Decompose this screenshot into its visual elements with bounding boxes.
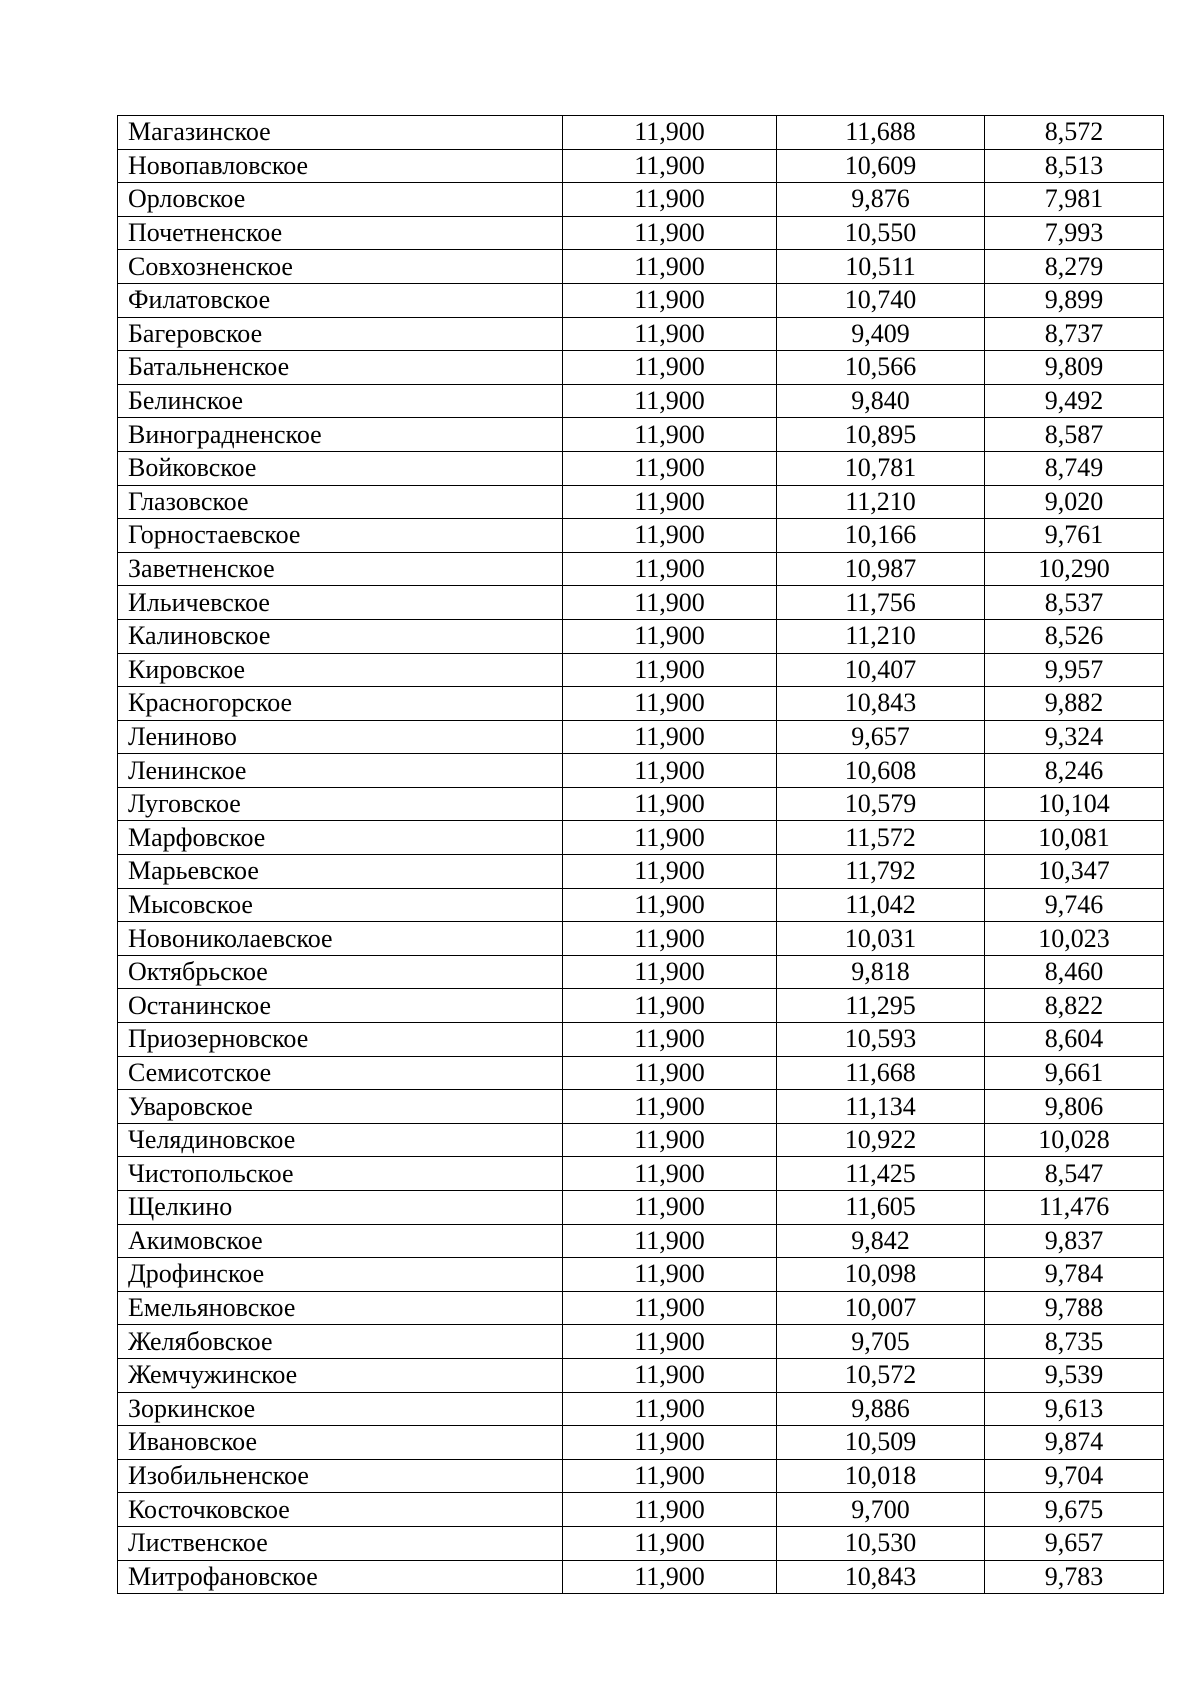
value-2-cell: 9,876 bbox=[777, 183, 985, 217]
value-1-cell: 11,900 bbox=[563, 821, 777, 855]
value-1-cell: 11,900 bbox=[563, 955, 777, 989]
value-3-cell: 8,822 bbox=[985, 989, 1164, 1023]
value-1-cell: 11,900 bbox=[563, 653, 777, 687]
value-2-cell: 10,530 bbox=[777, 1526, 985, 1560]
settlement-name-cell: Изобильненское bbox=[118, 1459, 563, 1493]
settlement-name-cell: Ленинское bbox=[118, 754, 563, 788]
table-row bbox=[118, 922, 1164, 956]
value-3-cell: 9,746 bbox=[985, 888, 1164, 922]
value-2-cell: 11,668 bbox=[777, 1056, 985, 1090]
value-1-cell: 11,900 bbox=[563, 1291, 777, 1325]
value-3-cell: 9,837 bbox=[985, 1224, 1164, 1258]
value-2-cell: 10,609 bbox=[777, 149, 985, 183]
value-3-cell: 9,539 bbox=[985, 1358, 1164, 1392]
table-row bbox=[118, 183, 1164, 217]
value-1-cell: 11,900 bbox=[563, 317, 777, 351]
value-3-cell: 10,028 bbox=[985, 1123, 1164, 1157]
value-3-cell: 9,783 bbox=[985, 1560, 1164, 1594]
table-row bbox=[118, 384, 1164, 418]
value-2-cell: 10,608 bbox=[777, 754, 985, 788]
value-2-cell: 9,705 bbox=[777, 1325, 985, 1359]
value-2-cell: 10,572 bbox=[777, 1358, 985, 1392]
value-3-cell: 10,290 bbox=[985, 552, 1164, 586]
value-1-cell: 11,900 bbox=[563, 552, 777, 586]
settlement-name-cell: Жемчужинское bbox=[118, 1358, 563, 1392]
settlement-name-cell: Новопавловское bbox=[118, 149, 563, 183]
table-row bbox=[118, 351, 1164, 385]
table-row bbox=[118, 1123, 1164, 1157]
table-row bbox=[118, 552, 1164, 586]
settlement-name-cell: Чистопольское bbox=[118, 1157, 563, 1191]
settlement-name-cell: Совхозненское bbox=[118, 250, 563, 284]
table-row bbox=[118, 250, 1164, 284]
table-row bbox=[118, 1493, 1164, 1527]
value-1-cell: 11,900 bbox=[563, 619, 777, 653]
value-1-cell: 11,900 bbox=[563, 1157, 777, 1191]
value-1-cell: 11,900 bbox=[563, 1426, 777, 1460]
value-1-cell: 11,900 bbox=[563, 754, 777, 788]
table-row bbox=[118, 821, 1164, 855]
value-2-cell: 10,895 bbox=[777, 418, 985, 452]
value-3-cell: 8,604 bbox=[985, 1023, 1164, 1057]
table-row bbox=[118, 1426, 1164, 1460]
value-2-cell: 9,700 bbox=[777, 1493, 985, 1527]
settlement-name-cell: Приозерновское bbox=[118, 1023, 563, 1057]
settlement-name-cell: Виноградненское bbox=[118, 418, 563, 452]
value-1-cell: 11,900 bbox=[563, 1392, 777, 1426]
table-row bbox=[118, 1056, 1164, 1090]
value-1-cell: 11,900 bbox=[563, 1123, 777, 1157]
value-1-cell: 11,900 bbox=[563, 216, 777, 250]
settlement-name-cell: Лениново bbox=[118, 720, 563, 754]
table-row bbox=[118, 720, 1164, 754]
value-1-cell: 11,900 bbox=[563, 519, 777, 553]
settlement-name-cell: Дрофинское bbox=[118, 1258, 563, 1292]
value-1-cell: 11,900 bbox=[563, 1560, 777, 1594]
settlement-name-cell: Ивановское bbox=[118, 1426, 563, 1460]
settlement-name-cell: Косточковское bbox=[118, 1493, 563, 1527]
table-row bbox=[118, 519, 1164, 553]
settlement-name-cell: Марфовское bbox=[118, 821, 563, 855]
settlement-name-cell: Желябовское bbox=[118, 1325, 563, 1359]
value-2-cell: 11,210 bbox=[777, 485, 985, 519]
table-row bbox=[118, 1090, 1164, 1124]
settlement-name-cell: Митрофановское bbox=[118, 1560, 563, 1594]
table-row bbox=[118, 1291, 1164, 1325]
value-3-cell: 8,735 bbox=[985, 1325, 1164, 1359]
value-1-cell: 11,900 bbox=[563, 384, 777, 418]
table-row bbox=[118, 1459, 1164, 1493]
value-1-cell: 11,900 bbox=[563, 1459, 777, 1493]
value-1-cell: 11,900 bbox=[563, 1526, 777, 1560]
table-row bbox=[118, 787, 1164, 821]
value-2-cell: 10,781 bbox=[777, 451, 985, 485]
table-row bbox=[118, 754, 1164, 788]
settlement-name-cell: Лиственское bbox=[118, 1526, 563, 1560]
table-row bbox=[118, 418, 1164, 452]
value-2-cell: 10,987 bbox=[777, 552, 985, 586]
settlement-name-cell: Заветненское bbox=[118, 552, 563, 586]
value-1-cell: 11,900 bbox=[563, 183, 777, 217]
value-1-cell: 11,900 bbox=[563, 989, 777, 1023]
value-3-cell: 9,613 bbox=[985, 1392, 1164, 1426]
value-1-cell: 11,900 bbox=[563, 1325, 777, 1359]
value-3-cell: 7,993 bbox=[985, 216, 1164, 250]
value-2-cell: 11,792 bbox=[777, 855, 985, 889]
value-3-cell: 9,788 bbox=[985, 1291, 1164, 1325]
settlement-name-cell: Зоркинское bbox=[118, 1392, 563, 1426]
table-row bbox=[118, 317, 1164, 351]
table-row bbox=[118, 1258, 1164, 1292]
value-3-cell: 9,020 bbox=[985, 485, 1164, 519]
value-2-cell: 10,031 bbox=[777, 922, 985, 956]
table-row bbox=[118, 451, 1164, 485]
value-1-cell: 11,900 bbox=[563, 250, 777, 284]
value-3-cell: 8,749 bbox=[985, 451, 1164, 485]
value-3-cell: 9,657 bbox=[985, 1526, 1164, 1560]
value-1-cell: 11,900 bbox=[563, 1258, 777, 1292]
settlement-name-cell: Емельяновское bbox=[118, 1291, 563, 1325]
table-row bbox=[118, 1023, 1164, 1057]
value-3-cell: 9,704 bbox=[985, 1459, 1164, 1493]
value-1-cell: 11,900 bbox=[563, 451, 777, 485]
value-3-cell: 10,347 bbox=[985, 855, 1164, 889]
settlement-name-cell: Багеровское bbox=[118, 317, 563, 351]
value-3-cell: 8,547 bbox=[985, 1157, 1164, 1191]
value-1-cell: 11,900 bbox=[563, 888, 777, 922]
settlement-name-cell: Почетненское bbox=[118, 216, 563, 250]
value-1-cell: 11,900 bbox=[563, 687, 777, 721]
value-3-cell: 8,537 bbox=[985, 586, 1164, 620]
settlement-name-cell: Горностаевское bbox=[118, 519, 563, 553]
value-3-cell: 9,957 bbox=[985, 653, 1164, 687]
table-row bbox=[118, 888, 1164, 922]
value-2-cell: 10,566 bbox=[777, 351, 985, 385]
value-2-cell: 10,166 bbox=[777, 519, 985, 553]
value-1-cell: 11,900 bbox=[563, 1056, 777, 1090]
value-3-cell: 9,882 bbox=[985, 687, 1164, 721]
settlement-name-cell: Октябрьское bbox=[118, 955, 563, 989]
value-2-cell: 10,007 bbox=[777, 1291, 985, 1325]
value-3-cell: 10,081 bbox=[985, 821, 1164, 855]
value-2-cell: 11,425 bbox=[777, 1157, 985, 1191]
settlement-name-cell: Батальненское bbox=[118, 351, 563, 385]
settlement-name-cell: Войковское bbox=[118, 451, 563, 485]
table-row bbox=[118, 1358, 1164, 1392]
table-row bbox=[118, 855, 1164, 889]
value-1-cell: 11,900 bbox=[563, 586, 777, 620]
value-2-cell: 10,511 bbox=[777, 250, 985, 284]
value-1-cell: 11,900 bbox=[563, 1358, 777, 1392]
value-1-cell: 11,900 bbox=[563, 351, 777, 385]
value-1-cell: 11,900 bbox=[563, 485, 777, 519]
value-1-cell: 11,900 bbox=[563, 418, 777, 452]
value-2-cell: 11,605 bbox=[777, 1191, 985, 1225]
settlement-name-cell: Глазовское bbox=[118, 485, 563, 519]
value-3-cell: 8,279 bbox=[985, 250, 1164, 284]
value-3-cell: 9,899 bbox=[985, 283, 1164, 317]
value-3-cell: 8,572 bbox=[985, 116, 1164, 150]
value-1-cell: 11,900 bbox=[563, 855, 777, 889]
value-1-cell: 11,900 bbox=[563, 1224, 777, 1258]
settlement-name-cell: Красногорское bbox=[118, 687, 563, 721]
table-row bbox=[118, 586, 1164, 620]
table-row bbox=[118, 149, 1164, 183]
settlement-name-cell: Белинское bbox=[118, 384, 563, 418]
value-1-cell: 11,900 bbox=[563, 1023, 777, 1057]
value-1-cell: 11,900 bbox=[563, 787, 777, 821]
value-2-cell: 10,407 bbox=[777, 653, 985, 687]
value-2-cell: 10,579 bbox=[777, 787, 985, 821]
value-2-cell: 11,134 bbox=[777, 1090, 985, 1124]
settlement-name-cell: Ильичевское bbox=[118, 586, 563, 620]
value-3-cell: 8,460 bbox=[985, 955, 1164, 989]
settlement-name-cell: Филатовское bbox=[118, 283, 563, 317]
value-2-cell: 10,843 bbox=[777, 687, 985, 721]
value-3-cell: 9,874 bbox=[985, 1426, 1164, 1460]
settlement-name-cell: Калиновское bbox=[118, 619, 563, 653]
value-1-cell: 11,900 bbox=[563, 283, 777, 317]
value-2-cell: 10,098 bbox=[777, 1258, 985, 1292]
value-3-cell: 8,737 bbox=[985, 317, 1164, 351]
value-2-cell: 10,550 bbox=[777, 216, 985, 250]
table-row bbox=[118, 1560, 1164, 1594]
value-3-cell: 9,675 bbox=[985, 1493, 1164, 1527]
value-2-cell: 11,210 bbox=[777, 619, 985, 653]
settlement-name-cell: Уваровское bbox=[118, 1090, 563, 1124]
table-row bbox=[118, 1325, 1164, 1359]
value-2-cell: 9,657 bbox=[777, 720, 985, 754]
value-2-cell: 10,740 bbox=[777, 283, 985, 317]
value-3-cell: 8,587 bbox=[985, 418, 1164, 452]
value-2-cell: 9,818 bbox=[777, 955, 985, 989]
value-1-cell: 11,900 bbox=[563, 1191, 777, 1225]
value-2-cell: 11,572 bbox=[777, 821, 985, 855]
value-2-cell: 11,688 bbox=[777, 116, 985, 150]
value-1-cell: 11,900 bbox=[563, 1090, 777, 1124]
value-2-cell: 11,295 bbox=[777, 989, 985, 1023]
settlement-name-cell: Новониколаевское bbox=[118, 922, 563, 956]
value-2-cell: 9,409 bbox=[777, 317, 985, 351]
value-3-cell: 8,526 bbox=[985, 619, 1164, 653]
value-3-cell: 9,661 bbox=[985, 1056, 1164, 1090]
value-3-cell: 9,761 bbox=[985, 519, 1164, 553]
table-row bbox=[118, 1191, 1164, 1225]
value-3-cell: 9,809 bbox=[985, 351, 1164, 385]
value-3-cell: 9,492 bbox=[985, 384, 1164, 418]
table-row bbox=[118, 1526, 1164, 1560]
settlement-name-cell: Останинское bbox=[118, 989, 563, 1023]
value-1-cell: 11,900 bbox=[563, 720, 777, 754]
settlement-name-cell: Семисотское bbox=[118, 1056, 563, 1090]
value-3-cell: 8,246 bbox=[985, 754, 1164, 788]
value-2-cell: 9,842 bbox=[777, 1224, 985, 1258]
value-1-cell: 11,900 bbox=[563, 116, 777, 150]
value-1-cell: 11,900 bbox=[563, 1493, 777, 1527]
value-2-cell: 11,756 bbox=[777, 586, 985, 620]
value-3-cell: 8,513 bbox=[985, 149, 1164, 183]
settlement-name-cell: Мысовское bbox=[118, 888, 563, 922]
table-row bbox=[118, 283, 1164, 317]
table-row bbox=[118, 687, 1164, 721]
table-row bbox=[118, 1392, 1164, 1426]
table-row bbox=[118, 619, 1164, 653]
settlement-name-cell: Луговское bbox=[118, 787, 563, 821]
settlement-name-cell: Кировское bbox=[118, 653, 563, 687]
value-2-cell: 10,509 bbox=[777, 1426, 985, 1460]
table-row bbox=[118, 989, 1164, 1023]
value-2-cell: 10,018 bbox=[777, 1459, 985, 1493]
table-row bbox=[118, 1157, 1164, 1191]
settlement-name-cell: Магазинское bbox=[118, 116, 563, 150]
table-row bbox=[118, 116, 1164, 150]
table-body bbox=[118, 116, 1164, 1594]
value-2-cell: 9,840 bbox=[777, 384, 985, 418]
value-2-cell: 9,886 bbox=[777, 1392, 985, 1426]
value-2-cell: 10,593 bbox=[777, 1023, 985, 1057]
value-3-cell: 10,023 bbox=[985, 922, 1164, 956]
value-1-cell: 11,900 bbox=[563, 149, 777, 183]
table-row bbox=[118, 485, 1164, 519]
value-3-cell: 11,476 bbox=[985, 1191, 1164, 1225]
settlement-name-cell: Щелкино bbox=[118, 1191, 563, 1225]
settlement-name-cell: Акимовское bbox=[118, 1224, 563, 1258]
value-3-cell: 9,806 bbox=[985, 1090, 1164, 1124]
data-table bbox=[117, 115, 1164, 1594]
table-row bbox=[118, 216, 1164, 250]
value-3-cell: 10,104 bbox=[985, 787, 1164, 821]
table-row bbox=[118, 1224, 1164, 1258]
settlement-name-cell: Челядиновское bbox=[118, 1123, 563, 1157]
value-2-cell: 10,843 bbox=[777, 1560, 985, 1594]
settlement-name-cell: Марьевское bbox=[118, 855, 563, 889]
value-1-cell: 11,900 bbox=[563, 922, 777, 956]
value-2-cell: 10,922 bbox=[777, 1123, 985, 1157]
settlement-name-cell: Орловское bbox=[118, 183, 563, 217]
value-3-cell: 9,784 bbox=[985, 1258, 1164, 1292]
table-row bbox=[118, 955, 1164, 989]
value-3-cell: 7,981 bbox=[985, 183, 1164, 217]
value-2-cell: 11,042 bbox=[777, 888, 985, 922]
table-row bbox=[118, 653, 1164, 687]
value-3-cell: 9,324 bbox=[985, 720, 1164, 754]
